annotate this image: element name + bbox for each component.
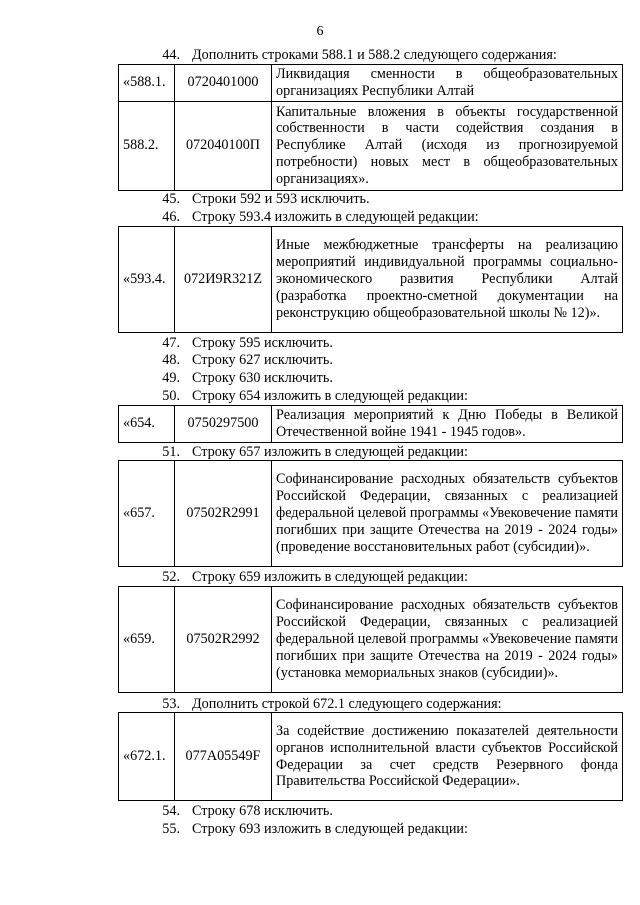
table-row xyxy=(119,713,623,801)
item-number: 54. xyxy=(162,803,180,819)
row-number-cell: «654. xyxy=(119,406,175,443)
list-item xyxy=(118,370,626,386)
list-item xyxy=(118,47,626,63)
item-number: 44. xyxy=(162,47,180,63)
item-text: Дополнить строкой 672.1 следующего содержания: xyxy=(192,696,502,712)
item-number: 55. xyxy=(162,821,180,837)
table-row xyxy=(119,587,623,693)
description-cell: Софинансирование расходных обязательств субъектов Российской Федерации, связанных с реализацией федеральной целевой программы «Увековечение памяти погибших при защите Отечества на 2019 - 2024 годы» (проведение восстановительных работ (субсидии)». xyxy=(272,461,623,567)
item-text: Строку 593.4 изложить в следующей редакции: xyxy=(192,209,479,225)
code-cell: 072И9R321Z xyxy=(175,227,272,333)
item-text: Строки 592 и 593 исключить. xyxy=(192,191,370,207)
item-number: 48. xyxy=(162,352,180,368)
item-number: 47. xyxy=(162,335,180,351)
item-number: 45. xyxy=(162,191,180,207)
item-number: 51. xyxy=(162,444,180,460)
description-cell: За содействие достижению показателей деятельности органов исполнительной власти субъектов Российской Федерации за счет средств Резервного фонда Правительства Российской Федерации». xyxy=(272,713,623,801)
item-number: 46. xyxy=(162,209,180,225)
table-row xyxy=(119,65,623,102)
table-row xyxy=(119,227,623,333)
item-number: 53. xyxy=(162,696,180,712)
item-text: Строку 630 исключить. xyxy=(192,370,333,386)
code-cell: 07502R2992 xyxy=(175,587,272,693)
item-text: Строку 678 исключить. xyxy=(192,803,333,819)
code-cell: 07502R2991 xyxy=(175,461,272,567)
table-row xyxy=(119,461,623,567)
table-672-1 xyxy=(118,712,623,801)
item-number: 50. xyxy=(162,388,180,404)
item-text: Строку 657 изложить в следующей редакции: xyxy=(192,444,468,460)
row-number-cell: «672.1. xyxy=(119,713,175,801)
code-cell: 077A05549F xyxy=(175,713,272,801)
code-cell: 0750297500 xyxy=(175,406,272,443)
item-number: 52. xyxy=(162,569,180,585)
table-588 xyxy=(118,64,623,191)
list-item xyxy=(118,352,626,368)
list-item xyxy=(118,335,626,351)
table-657 xyxy=(118,460,623,567)
list-item xyxy=(118,803,626,819)
row-number-cell: «588.1. xyxy=(119,65,175,102)
table-row xyxy=(119,101,623,190)
description-cell: Иные межбюджетные трансферты на реализацию мероприятий индивидуальной программы социально-экономического развития Республики Алтай (разработка проектно-сметной документации на реконструкцию общеобразовательной школы № 12)». xyxy=(272,227,623,333)
description-cell: Софинансирование расходных обязательств субъектов Российской Федерации, связанных с реализацией федеральной целевой программы «Увековечение памяти погибших при защите Отечества на 2019 - 2024 годы» (установка мемориальных знаков (субсидии)». xyxy=(272,587,623,693)
code-cell: 0720401000 xyxy=(175,65,272,102)
list-item xyxy=(118,444,626,460)
page-number: 6 xyxy=(316,24,324,39)
item-text: Строку 654 изложить в следующей редакции: xyxy=(192,388,468,404)
item-text: Строку 693 изложить в следующей редакции: xyxy=(192,821,468,837)
item-text: Строку 659 изложить в следующей редакции: xyxy=(192,569,468,585)
table-659 xyxy=(118,586,623,693)
row-number-cell: 588.2. xyxy=(119,101,175,190)
list-item xyxy=(118,696,626,712)
item-number: 49. xyxy=(162,370,180,386)
row-number-cell: «593.4. xyxy=(119,227,175,333)
list-item xyxy=(118,209,626,225)
description-cell: Капитальные вложения в объекты государственной собственности в части содействия создания в Республике Алтай (исходя из прогнозируемой потребности) новых мест в общеобразовательных организациях». xyxy=(272,101,623,190)
table-654 xyxy=(118,405,623,443)
table-row xyxy=(119,406,623,443)
row-number-cell: «657. xyxy=(119,461,175,567)
description-cell: Реализация мероприятий к Дню Победы в Великой Отечественной войне 1941 - 1945 годов». xyxy=(272,406,623,443)
row-number-cell: «659. xyxy=(119,587,175,693)
item-text: Дополнить строками 588.1 и 588.2 следующего содержания: xyxy=(192,47,557,63)
list-item xyxy=(118,569,626,585)
list-item xyxy=(118,191,626,207)
list-item xyxy=(118,821,626,837)
list-item xyxy=(118,388,626,404)
code-cell: 072040100П xyxy=(175,101,272,190)
description-cell: Ликвидация сменности в общеобразовательных организациях Республики Алтай xyxy=(272,65,623,102)
item-text: Строку 627 исключить. xyxy=(192,352,333,368)
item-text: Строку 595 исключить. xyxy=(192,335,333,351)
table-593-4 xyxy=(118,226,623,333)
